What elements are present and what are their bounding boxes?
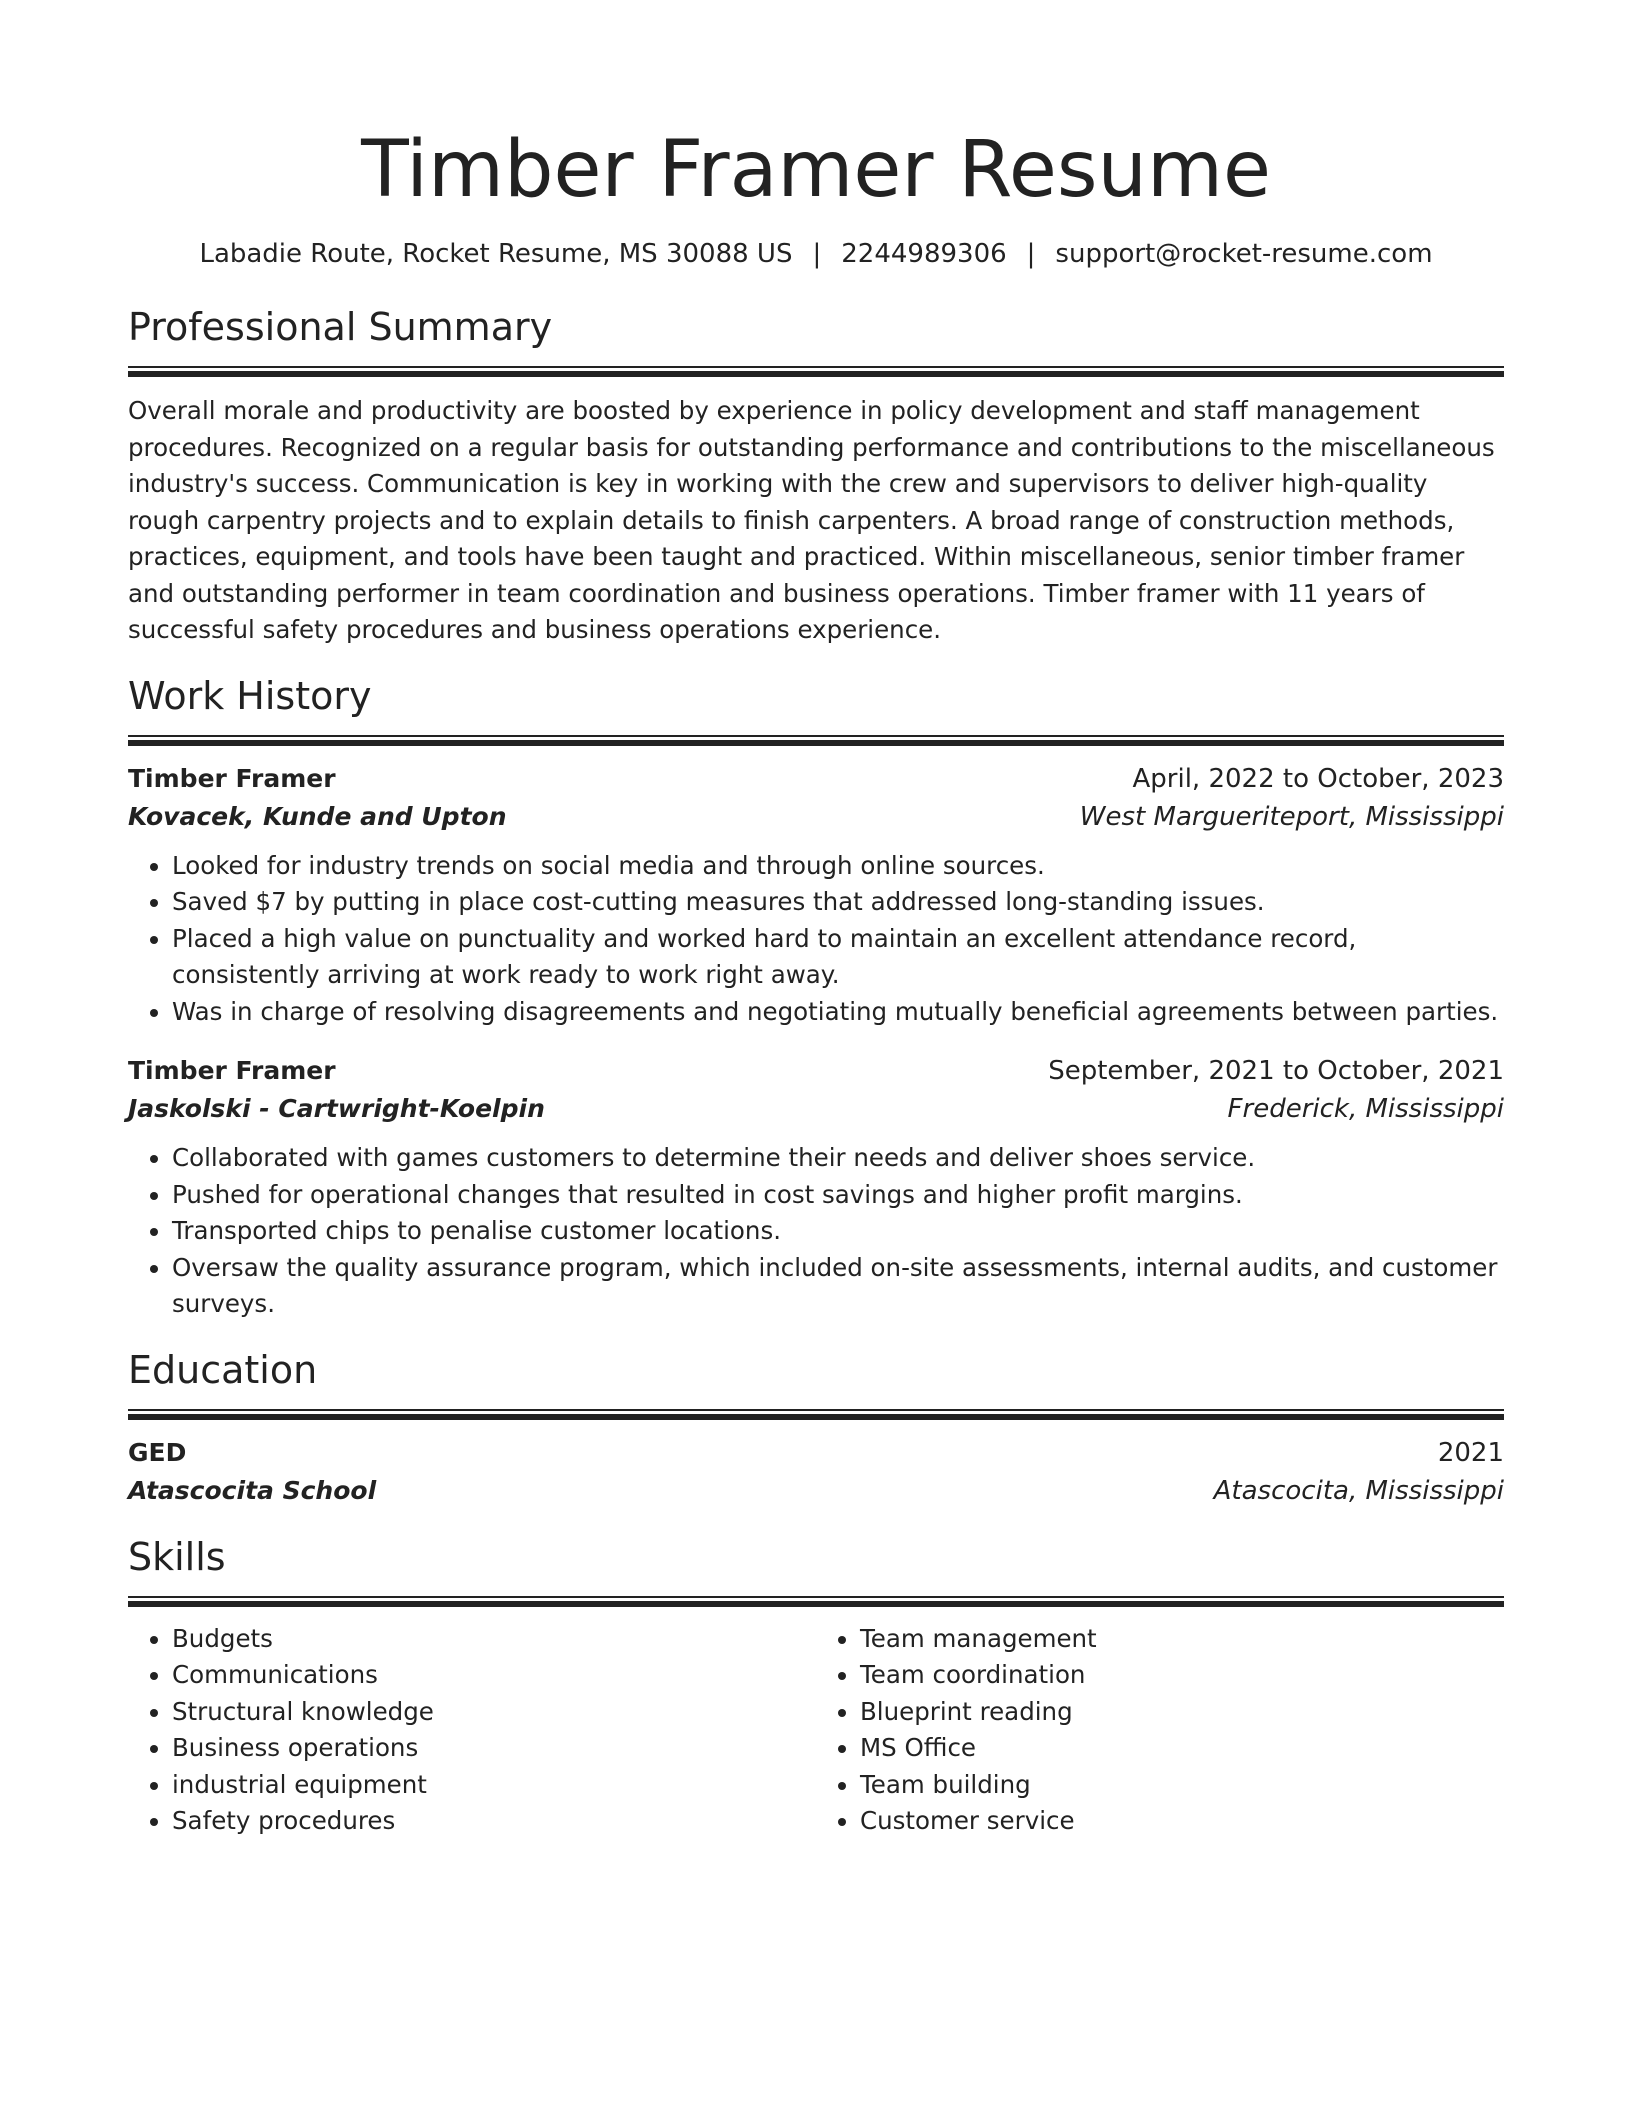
job-title: Timber Framer xyxy=(128,763,336,793)
skills-list-left xyxy=(128,1621,816,1840)
contact-address: Labadie Route, Rocket Resume, MS 30088 US xyxy=(199,239,793,269)
summary-text: Overall morale and productivity are boosted by experience in policy development and staff management procedures. Recognized on a regular basis for outstanding performance and contributions to the miscellaneous industry's success. Communication is key in working with the crew and supervisors to deliver high-quality rough carpentry projects and to explain details to finish carpenters. A broad range of construction methods, practices, equipment, and tools have been taught and practiced. Within miscellaneous, senior timber framer and outstanding performer in team coordination and business operations. Timber framer with 11 years of successful safety procedures and business operations experience. xyxy=(128,396,1495,644)
education-degree: GED xyxy=(128,1437,187,1467)
education-year: 2021 xyxy=(1437,1437,1504,1468)
job-dates: September, 2021 to October, 2021 xyxy=(1048,1056,1504,1086)
education-location: Atascocita, Mississippi xyxy=(1213,1475,1504,1506)
job-bullets xyxy=(128,848,1504,1031)
education-school: Atascocita School xyxy=(128,1475,377,1505)
skill-item: • Safety procedures xyxy=(172,1803,816,1840)
list-item: • Looked for industry trends on social media and through online sources. xyxy=(172,848,1504,885)
education-header-row xyxy=(128,1434,1504,1472)
job-location: West Margueriteport, Mississippi xyxy=(1079,801,1504,832)
skills-section xyxy=(128,1532,1504,1840)
job-entry xyxy=(128,1052,1504,1323)
resume-title: Timber Framer Resume xyxy=(361,125,1271,215)
job-employer-row xyxy=(128,1090,1504,1128)
section-divider xyxy=(128,1409,1504,1420)
skills-list-right xyxy=(816,1621,1504,1840)
job-employer: Kovacek, Kunde and Upton xyxy=(128,801,507,831)
skill-item: • Team coordination xyxy=(860,1657,1504,1694)
section-divider xyxy=(128,735,1504,746)
education-school-row xyxy=(128,1472,1504,1510)
skill-item: • Team building xyxy=(860,1767,1504,1804)
job-title: Timber Framer xyxy=(128,1056,336,1085)
contact-separator: | xyxy=(812,239,822,269)
work-history-heading: Work History xyxy=(128,673,372,718)
skill-item: • Business operations xyxy=(172,1730,816,1767)
skills-columns xyxy=(128,1621,1504,1840)
list-item: • Was in charge of resolving disagreements and negotiating mutually beneficial agreements between parties. xyxy=(172,994,1504,1031)
contact-email[interactable]: support@rocket-resume.com xyxy=(1055,239,1433,269)
skills-heading: Skills xyxy=(128,1534,226,1579)
list-item: • Collaborated with games customers to determine their needs and deliver shoes service. xyxy=(172,1140,1504,1177)
skill-item: • Communications xyxy=(172,1657,816,1694)
contact-line xyxy=(128,236,1504,272)
skill-item: • Blueprint reading xyxy=(860,1694,1504,1731)
list-item: • Saved $7 by putting in place cost-cutting measures that addressed long-standing issues. xyxy=(172,884,1504,921)
summary-heading: Professional Summary xyxy=(128,305,553,349)
job-employer: Jaskolski - Cartwright-Koelpin xyxy=(128,1094,545,1123)
job-entry xyxy=(128,760,1504,1031)
list-item: • Pushed for operational changes that resulted in cost savings and higher profit margins. xyxy=(172,1177,1504,1214)
skill-item: • industrial equipment xyxy=(172,1767,816,1804)
work-history-section xyxy=(128,671,1504,1323)
skill-item: • Structural knowledge xyxy=(172,1694,816,1731)
skill-item: • Budgets xyxy=(172,1621,816,1658)
list-item: • Transported chips to penalise customer locations. xyxy=(172,1213,1504,1250)
list-item: • Oversaw the quality assurance program, which included on-site assessments, internal audits, and customer surveys. xyxy=(172,1250,1504,1323)
skill-item: • Team management xyxy=(860,1621,1504,1658)
education-heading: Education xyxy=(128,1347,318,1392)
contact-separator: | xyxy=(1026,239,1036,269)
job-header-row xyxy=(128,760,1504,798)
job-employer-row xyxy=(128,798,1504,836)
job-header-row xyxy=(128,1052,1504,1090)
summary-section xyxy=(128,302,1504,649)
skill-item: • MS Office xyxy=(860,1730,1504,1767)
section-divider xyxy=(128,1596,1504,1607)
contact-phone: 2244989306 xyxy=(841,239,1007,269)
skill-item: • Customer service xyxy=(860,1803,1504,1840)
list-item: • Placed a high value on punctuality and worked hard to maintain an excellent attendance record, consistently arriving at work ready to work right away. xyxy=(172,921,1504,994)
education-section xyxy=(128,1345,1504,1510)
job-location: Frederick, Mississippi xyxy=(1227,1094,1504,1124)
section-divider xyxy=(128,366,1504,377)
job-bullets xyxy=(128,1140,1504,1323)
job-dates: April, 2022 to October, 2023 xyxy=(1132,763,1504,794)
